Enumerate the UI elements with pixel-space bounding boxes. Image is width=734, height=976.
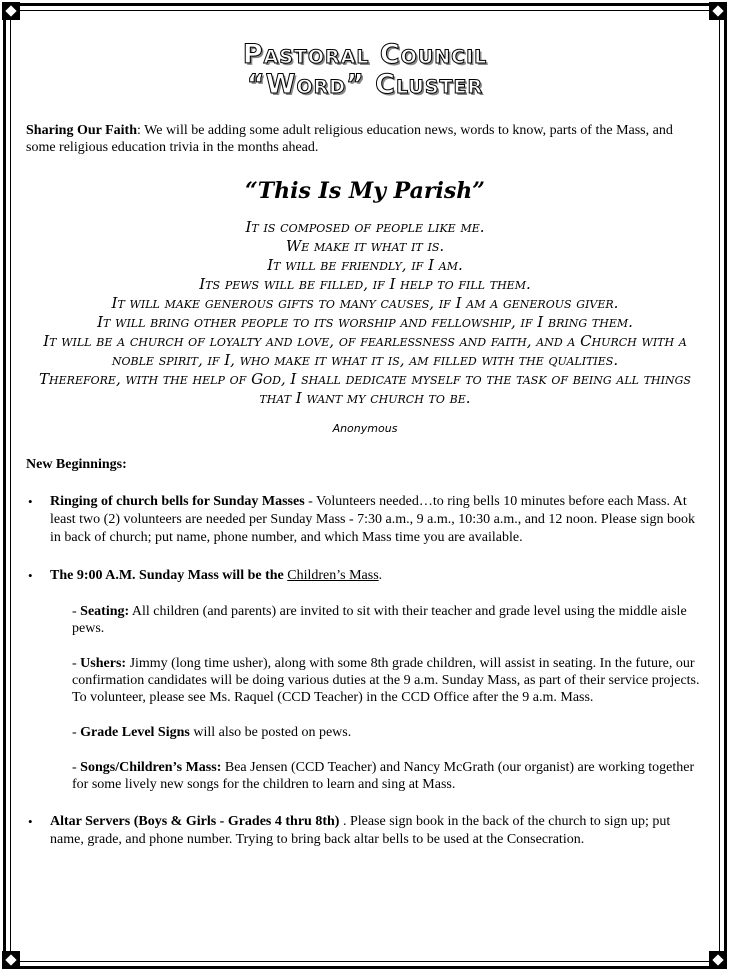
altar-servers-text: . Please sign book in the back of the church to sign up; put name, grade, and phone number. Trying to bring back altar bells to be used at the Consecration.	[50, 814, 671, 847]
sub-item-seating: - Seating: All children (and parents) are invited to sit with their teacher and grade level using the middle aisle pews.	[72, 604, 687, 636]
intro-label: Sharing Our Faith	[26, 123, 137, 138]
poem-line: It is composed of people like me.	[245, 218, 485, 236]
grade-signs-text: will also be posted on pews.	[189, 725, 352, 740]
page-title	[26, 40, 704, 100]
childrens-mass-underlined: Children’s Mass	[287, 568, 379, 583]
poem-line: It will be a church of loyalty and love, of fearlessness and faith, and a Church with a noble spirit, if I, who make it what it is, am filled with the qualities.	[43, 332, 687, 369]
bullet-icon: •	[28, 568, 33, 583]
grade-signs-label: Grade Level Signs	[80, 725, 190, 740]
bullet-icon: •	[28, 814, 33, 829]
corner-ornament-icon	[709, 2, 727, 20]
bells-label: Ringing of church bells for Sunday Masses	[50, 494, 305, 509]
sub-item-ushers: - Ushers: Jimmy (long time usher), along with some 8th grade children, will assist in seating. In the future, our confirmation candidates will be doing various duties at the 9 a.m. Sunday Mass, as part of their service projects. To volunteer, please see Ms. Raquel (CCD Teacher) in the CCD Office after the 9 a.m. Mass.	[72, 656, 700, 705]
poem-line: We make it what it is.	[285, 237, 445, 255]
poem-title: “This Is My Parish”	[245, 178, 485, 204]
intro-text: : We will be adding some adult religious education news, words to know, parts of the Mass, and some religious education trivia in the months ahead.	[26, 123, 673, 155]
poem-line: It will bring other people to its worship and fellowship, if I bring them.	[97, 313, 633, 331]
songs-label: Songs/Children’s Mass:	[80, 760, 222, 775]
section-heading: New Beginnings:	[26, 457, 127, 472]
list-item-bells	[26, 493, 704, 547]
seating-label: Seating:	[80, 604, 130, 619]
poem	[26, 218, 704, 408]
altar-servers-label: Altar Servers (Boys & Girls - Grades 4 thru 8th)	[50, 814, 340, 829]
poem-line: Its pews will be filled, if I help to fill them.	[199, 275, 531, 293]
intro-paragraph	[26, 122, 704, 156]
seating-text: All children (and parents) are invited to sit with their teacher and grade level using the middle aisle pews.	[72, 604, 687, 636]
bullet-icon: •	[28, 494, 33, 509]
corner-ornament-icon	[2, 951, 20, 969]
bells-text: - Volunteers needed…to ring bells 10 minutes before each Mass. At least two (2) volunteers are needed per Sunday Mass - 7:30 a.m., 9 a.m., 10:30 a.m., and 12 noon. Please sign book in back of church; put name, phone number, and which Mass time you are available.	[50, 494, 696, 545]
document-page	[26, 40, 704, 849]
ushers-text: Jimmy (long time usher), along with some 8th grade children, will assist in seating. In the future, our confirmation candidates will be doing various duties at the 9 a.m. Sunday Mass, as part of their service projects. To volunteer, please see Ms. Raquel (CCD Teacher) in the CCD Office after the 9 a.m. Mass.	[72, 656, 700, 705]
childrens-mass-end: .	[378, 568, 383, 583]
corner-ornament-icon	[709, 951, 727, 969]
list-item-childrens-mass	[26, 567, 704, 585]
sub-item-songs: - Songs/Children’s Mass: Bea Jensen (CCD Teacher) and Nancy McGrath (our organist) are working together for some lively new songs for the children to learn and sing at Mass.	[72, 760, 695, 792]
ushers-label: Ushers:	[80, 656, 127, 671]
corner-ornament-icon	[2, 2, 20, 20]
poem-line: It will make generous gifts to many causes, if I am a generous giver.	[111, 294, 619, 312]
poem-line: Therefore, with the help of God, I shall dedicate myself to the task of being all things that I want my church to be.	[39, 370, 691, 407]
poem-line: It will be friendly, if I am.	[267, 256, 463, 274]
songs-text: Bea Jensen (CCD Teacher) and Nancy McGrath (our organist) are working together for some lively new songs for the children to learn and sing at Mass.	[72, 760, 695, 792]
title-line-1: Pastoral Council	[242, 39, 488, 70]
poem-author: Anonymous	[332, 422, 398, 435]
list-item-altar-servers	[26, 813, 704, 849]
title-line-2: “Word” Cluster	[246, 69, 484, 100]
sub-item-grade-signs: - Grade Level Signs will also be posted on pews.	[72, 725, 352, 740]
childrens-mass-label: The 9:00 A.M. Sunday Mass will be the	[50, 568, 288, 583]
